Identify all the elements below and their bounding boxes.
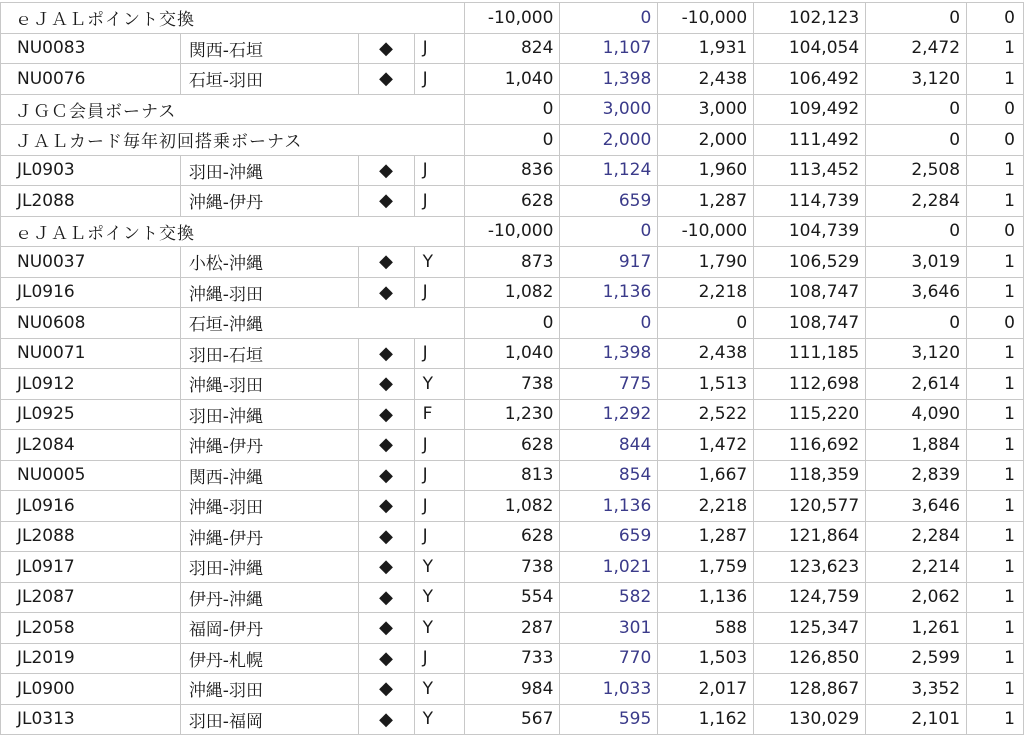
- cell-total-miles[interactable]: 3,000: [658, 94, 754, 125]
- cell-boarding-count[interactable]: 0: [967, 94, 1024, 125]
- cell-boarding-count[interactable]: 1: [967, 521, 1024, 552]
- cell-boarding-count[interactable]: 0: [967, 308, 1024, 339]
- cell-bonus-miles[interactable]: 1,021: [560, 552, 658, 583]
- cell-flight-miles[interactable]: -10,000: [464, 216, 560, 247]
- cell-fly-on-points[interactable]: 0: [866, 125, 967, 156]
- cell-flight-miles[interactable]: 1,040: [464, 64, 560, 95]
- cell-cumulative-miles[interactable]: 111,185: [754, 338, 866, 369]
- cell-class[interactable]: J: [414, 430, 464, 461]
- cell-status-mark[interactable]: ◆: [358, 491, 414, 522]
- cell-bonus-miles[interactable]: 917: [560, 247, 658, 278]
- cell-total-miles[interactable]: 1,503: [658, 643, 754, 674]
- table-row: [1, 64, 1024, 95]
- cell-boarding-count[interactable]: 1: [967, 582, 1024, 613]
- cell-bonus-miles[interactable]: 0: [560, 216, 658, 247]
- table-row: [1, 552, 1024, 583]
- cell-cumulative-miles[interactable]: 108,747: [754, 308, 866, 339]
- cell-boarding-count[interactable]: 1: [967, 155, 1024, 186]
- cell-flight-miles[interactable]: 567: [464, 704, 560, 735]
- cell-status-mark[interactable]: ◆: [358, 247, 414, 278]
- cell-fly-on-points[interactable]: 0: [866, 94, 967, 125]
- cell-status-mark[interactable]: ◆: [358, 674, 414, 705]
- cell-bonus-miles[interactable]: 1,107: [560, 33, 658, 64]
- cell-fly-on-points[interactable]: 1,884: [866, 430, 967, 461]
- cell-boarding-count[interactable]: 1: [967, 704, 1024, 735]
- cell-class[interactable]: J: [414, 64, 464, 95]
- cell-flight-number[interactable]: JL0925: [1, 399, 181, 430]
- table-row: [1, 643, 1024, 674]
- table-row: [1, 430, 1024, 461]
- cell-route[interactable]: 沖縄-伊丹: [180, 521, 358, 552]
- cell-bonus-miles[interactable]: 659: [560, 186, 658, 217]
- cell-flight-number[interactable]: NU0076: [1, 64, 181, 95]
- cell-cumulative-miles[interactable]: 123,623: [754, 552, 866, 583]
- cell-flight-number[interactable]: JL0916: [1, 277, 181, 308]
- cell-flight-number[interactable]: JL2088: [1, 186, 181, 217]
- cell-flight-miles[interactable]: 0: [464, 94, 560, 125]
- cell-bonus-miles[interactable]: 1,033: [560, 674, 658, 705]
- cell-flight-number[interactable]: NU0071: [1, 338, 181, 369]
- cell-fly-on-points[interactable]: 3,120: [866, 338, 967, 369]
- cell-class[interactable]: J: [414, 491, 464, 522]
- cell-cumulative-miles[interactable]: 108,747: [754, 277, 866, 308]
- table-row: [1, 460, 1024, 491]
- cell-status-mark[interactable]: ◆: [358, 582, 414, 613]
- cell-cumulative-miles[interactable]: 109,492: [754, 94, 866, 125]
- mileage-table: [0, 2, 1024, 735]
- cell-fly-on-points[interactable]: 0: [866, 216, 967, 247]
- cell-fly-on-points[interactable]: 2,214: [866, 552, 967, 583]
- cell-class[interactable]: Y: [414, 704, 464, 735]
- cell-total-miles[interactable]: 2,438: [658, 64, 754, 95]
- cell-total-miles[interactable]: 588: [658, 613, 754, 644]
- cell-description[interactable]: ＪＧＣ会員ボーナス: [1, 94, 465, 125]
- cell-bonus-miles[interactable]: 1,136: [560, 491, 658, 522]
- cell-route[interactable]: 沖縄-羽田: [180, 277, 358, 308]
- cell-bonus-miles[interactable]: 775: [560, 369, 658, 400]
- cell-route[interactable]: 沖縄-伊丹: [180, 430, 358, 461]
- cell-class[interactable]: J: [414, 186, 464, 217]
- cell-total-miles[interactable]: 2,017: [658, 674, 754, 705]
- cell-route[interactable]: 羽田-沖縄: [180, 552, 358, 583]
- cell-fly-on-points[interactable]: 2,599: [866, 643, 967, 674]
- cell-fly-on-points[interactable]: 2,614: [866, 369, 967, 400]
- cell-boarding-count[interactable]: 1: [967, 277, 1024, 308]
- cell-cumulative-miles[interactable]: 126,850: [754, 643, 866, 674]
- cell-cumulative-miles[interactable]: 114,739: [754, 186, 866, 217]
- cell-cumulative-miles[interactable]: 102,123: [754, 3, 866, 34]
- cell-status-mark[interactable]: ◆: [358, 643, 414, 674]
- cell-total-miles[interactable]: 1,287: [658, 521, 754, 552]
- cell-class[interactable]: Y: [414, 369, 464, 400]
- cell-status-mark[interactable]: ◆: [358, 64, 414, 95]
- cell-flight-number[interactable]: JL2019: [1, 643, 181, 674]
- cell-class[interactable]: J: [414, 521, 464, 552]
- cell-total-miles[interactable]: -10,000: [658, 216, 754, 247]
- cell-route[interactable]: 沖縄-伊丹: [180, 186, 358, 217]
- cell-route[interactable]: 伊丹-札幌: [180, 643, 358, 674]
- cell-total-miles[interactable]: 2,522: [658, 399, 754, 430]
- cell-flight-number[interactable]: JL0912: [1, 369, 181, 400]
- cell-boarding-count[interactable]: 1: [967, 643, 1024, 674]
- cell-cumulative-miles[interactable]: 104,054: [754, 33, 866, 64]
- cell-class[interactable]: Y: [414, 552, 464, 583]
- cell-total-miles[interactable]: 1,759: [658, 552, 754, 583]
- cell-status-mark[interactable]: ◆: [358, 155, 414, 186]
- cell-flight-miles[interactable]: 1,082: [464, 491, 560, 522]
- cell-route[interactable]: 羽田-福岡: [180, 704, 358, 735]
- cell-class[interactable]: J: [414, 33, 464, 64]
- cell-status-mark[interactable]: ◆: [358, 430, 414, 461]
- table-row: [1, 308, 1024, 339]
- cell-flight-number[interactable]: NU0083: [1, 33, 181, 64]
- cell-cumulative-miles[interactable]: 104,739: [754, 216, 866, 247]
- cell-route[interactable]: 福岡-伊丹: [180, 613, 358, 644]
- cell-flight-number[interactable]: JL2084: [1, 430, 181, 461]
- cell-cumulative-miles[interactable]: 125,347: [754, 613, 866, 644]
- cell-fly-on-points[interactable]: 3,019: [866, 247, 967, 278]
- cell-bonus-miles[interactable]: 1,124: [560, 155, 658, 186]
- cell-fly-on-points[interactable]: 2,508: [866, 155, 967, 186]
- cell-flight-miles[interactable]: 0: [464, 308, 560, 339]
- table-row: [1, 369, 1024, 400]
- cell-bonus-miles[interactable]: 582: [560, 582, 658, 613]
- cell-fly-on-points[interactable]: 3,646: [866, 491, 967, 522]
- table-row: [1, 582, 1024, 613]
- cell-fly-on-points[interactable]: 0: [866, 308, 967, 339]
- cell-flight-miles[interactable]: 628: [464, 186, 560, 217]
- cell-boarding-count[interactable]: 1: [967, 247, 1024, 278]
- cell-cumulative-miles[interactable]: 111,492: [754, 125, 866, 156]
- cell-bonus-miles[interactable]: 854: [560, 460, 658, 491]
- cell-cumulative-miles[interactable]: 128,867: [754, 674, 866, 705]
- cell-total-miles[interactable]: 1,136: [658, 582, 754, 613]
- cell-status-mark[interactable]: ◆: [358, 338, 414, 369]
- cell-total-miles[interactable]: 1,667: [658, 460, 754, 491]
- cell-boarding-count[interactable]: 1: [967, 186, 1024, 217]
- cell-total-miles[interactable]: 1,931: [658, 33, 754, 64]
- cell-cumulative-miles[interactable]: 112,698: [754, 369, 866, 400]
- table-row: [1, 33, 1024, 64]
- cell-boarding-count[interactable]: 1: [967, 460, 1024, 491]
- cell-route[interactable]: 沖縄-羽田: [180, 491, 358, 522]
- cell-status-mark[interactable]: ◆: [358, 704, 414, 735]
- cell-flight-number[interactable]: JL0903: [1, 155, 181, 186]
- cell-flight-number[interactable]: NU0005: [1, 460, 181, 491]
- cell-total-miles[interactable]: 2,218: [658, 491, 754, 522]
- cell-bonus-miles[interactable]: 1,136: [560, 277, 658, 308]
- table-row: [1, 399, 1024, 430]
- cell-class[interactable]: Y: [414, 247, 464, 278]
- cell-boarding-count[interactable]: 1: [967, 369, 1024, 400]
- cell-cumulative-miles[interactable]: 124,759: [754, 582, 866, 613]
- cell-class[interactable]: J: [414, 277, 464, 308]
- cell-flight-number[interactable]: JL2087: [1, 582, 181, 613]
- table-row: [1, 247, 1024, 278]
- cell-bonus-miles[interactable]: 3,000: [560, 94, 658, 125]
- cell-fly-on-points[interactable]: 1,261: [866, 613, 967, 644]
- cell-bonus-miles[interactable]: 2,000: [560, 125, 658, 156]
- cell-flight-number[interactable]: NU0037: [1, 247, 181, 278]
- cell-status-mark[interactable]: ◆: [358, 552, 414, 583]
- cell-flight-miles[interactable]: 836: [464, 155, 560, 186]
- cell-status-mark[interactable]: ◆: [358, 460, 414, 491]
- cell-bonus-miles[interactable]: 770: [560, 643, 658, 674]
- table-row: [1, 216, 1024, 247]
- cell-boarding-count[interactable]: 1: [967, 33, 1024, 64]
- cell-flight-miles[interactable]: 287: [464, 613, 560, 644]
- cell-flight-number[interactable]: JL2088: [1, 521, 181, 552]
- cell-boarding-count[interactable]: 1: [967, 430, 1024, 461]
- cell-bonus-miles[interactable]: 0: [560, 3, 658, 34]
- cell-total-miles[interactable]: 1,513: [658, 369, 754, 400]
- cell-total-miles[interactable]: 1,162: [658, 704, 754, 735]
- cell-flight-number[interactable]: JL0917: [1, 552, 181, 583]
- cell-fly-on-points[interactable]: 0: [866, 3, 967, 34]
- table-row: [1, 338, 1024, 369]
- cell-total-miles[interactable]: -10,000: [658, 3, 754, 34]
- cell-route[interactable]: 羽田-石垣: [180, 338, 358, 369]
- cell-cumulative-miles[interactable]: 120,577: [754, 491, 866, 522]
- cell-flight-miles[interactable]: 873: [464, 247, 560, 278]
- cell-boarding-count[interactable]: 1: [967, 674, 1024, 705]
- cell-cumulative-miles[interactable]: 115,220: [754, 399, 866, 430]
- cell-description[interactable]: ｅＪＡＬポイント交換: [1, 216, 465, 247]
- cell-route[interactable]: 関西-沖縄: [180, 460, 358, 491]
- cell-route[interactable]: 伊丹-沖縄: [180, 582, 358, 613]
- cell-fly-on-points[interactable]: 2,284: [866, 521, 967, 552]
- cell-bonus-miles[interactable]: 659: [560, 521, 658, 552]
- cell-total-miles[interactable]: 2,438: [658, 338, 754, 369]
- cell-bonus-miles[interactable]: 844: [560, 430, 658, 461]
- cell-bonus-miles[interactable]: 1,292: [560, 399, 658, 430]
- cell-route[interactable]: 関西-石垣: [180, 33, 358, 64]
- cell-route[interactable]: 羽田-沖縄: [180, 399, 358, 430]
- cell-class[interactable]: J: [414, 460, 464, 491]
- cell-cumulative-miles[interactable]: 116,692: [754, 430, 866, 461]
- cell-status-mark[interactable]: ◆: [358, 369, 414, 400]
- table-row: [1, 125, 1024, 156]
- cell-cumulative-miles[interactable]: 113,452: [754, 155, 866, 186]
- cell-total-miles[interactable]: 1,472: [658, 430, 754, 461]
- cell-flight-number[interactable]: NU0608: [1, 308, 181, 339]
- cell-cumulative-miles[interactable]: 106,529: [754, 247, 866, 278]
- cell-flight-miles[interactable]: 738: [464, 369, 560, 400]
- cell-class[interactable]: J: [414, 155, 464, 186]
- cell-flight-miles[interactable]: 1,230: [464, 399, 560, 430]
- table-row: [1, 704, 1024, 735]
- cell-cumulative-miles[interactable]: 130,029: [754, 704, 866, 735]
- cell-class[interactable]: J: [414, 643, 464, 674]
- cell-flight-miles[interactable]: 1,040: [464, 338, 560, 369]
- cell-boarding-count[interactable]: 1: [967, 399, 1024, 430]
- cell-flight-miles[interactable]: 738: [464, 552, 560, 583]
- table-row: [1, 613, 1024, 644]
- cell-status-mark[interactable]: ◆: [358, 33, 414, 64]
- cell-status-mark[interactable]: ◆: [358, 521, 414, 552]
- cell-flight-miles[interactable]: 984: [464, 674, 560, 705]
- cell-boarding-count[interactable]: 1: [967, 64, 1024, 95]
- cell-flight-miles[interactable]: 824: [464, 33, 560, 64]
- cell-fly-on-points[interactable]: 2,839: [866, 460, 967, 491]
- cell-boarding-count[interactable]: 0: [967, 125, 1024, 156]
- cell-total-miles[interactable]: 1,960: [658, 155, 754, 186]
- table-row: [1, 674, 1024, 705]
- cell-fly-on-points[interactable]: 2,284: [866, 186, 967, 217]
- cell-status-mark[interactable]: ◆: [358, 186, 414, 217]
- table-body: [1, 3, 1024, 735]
- cell-flight-miles[interactable]: 0: [464, 125, 560, 156]
- cell-class[interactable]: Y: [414, 674, 464, 705]
- cell-cumulative-miles[interactable]: 121,864: [754, 521, 866, 552]
- cell-status-mark[interactable]: ◆: [358, 613, 414, 644]
- cell-route[interactable]: 沖縄-羽田: [180, 369, 358, 400]
- cell-flight-number[interactable]: JL0916: [1, 491, 181, 522]
- cell-cumulative-miles[interactable]: 106,492: [754, 64, 866, 95]
- cell-fly-on-points[interactable]: 3,352: [866, 674, 967, 705]
- cell-class[interactable]: F: [414, 399, 464, 430]
- cell-fly-on-points[interactable]: 2,472: [866, 33, 967, 64]
- cell-flight-miles[interactable]: 733: [464, 643, 560, 674]
- cell-description[interactable]: ＪＡＬカード毎年初回搭乗ボーナス: [1, 125, 465, 156]
- cell-fly-on-points[interactable]: 3,120: [866, 64, 967, 95]
- cell-flight-miles[interactable]: 554: [464, 582, 560, 613]
- cell-total-miles[interactable]: 1,790: [658, 247, 754, 278]
- cell-flight-miles[interactable]: 628: [464, 521, 560, 552]
- cell-total-miles[interactable]: 0: [658, 308, 754, 339]
- table-row: [1, 94, 1024, 125]
- cell-total-miles[interactable]: 2,000: [658, 125, 754, 156]
- cell-boarding-count[interactable]: 0: [967, 3, 1024, 34]
- cell-flight-miles[interactable]: -10,000: [464, 3, 560, 34]
- cell-boarding-count[interactable]: 1: [967, 552, 1024, 583]
- table-row: [1, 155, 1024, 186]
- cell-flight-number[interactable]: JL0900: [1, 674, 181, 705]
- cell-fly-on-points[interactable]: 3,646: [866, 277, 967, 308]
- table-row: [1, 491, 1024, 522]
- cell-class[interactable]: J: [414, 338, 464, 369]
- cell-boarding-count[interactable]: 1: [967, 613, 1024, 644]
- cell-bonus-miles[interactable]: 0: [560, 308, 658, 339]
- cell-bonus-miles[interactable]: 1,398: [560, 64, 658, 95]
- cell-description[interactable]: ｅＪＡＬポイント交換: [1, 3, 465, 34]
- cell-total-miles[interactable]: 1,287: [658, 186, 754, 217]
- cell-status-mark[interactable]: ◆: [358, 399, 414, 430]
- cell-cumulative-miles[interactable]: 118,359: [754, 460, 866, 491]
- cell-route[interactable]: 羽田-沖縄: [180, 155, 358, 186]
- cell-boarding-count[interactable]: 0: [967, 216, 1024, 247]
- table-row: [1, 277, 1024, 308]
- cell-flight-miles[interactable]: 813: [464, 460, 560, 491]
- cell-route[interactable]: 沖縄-羽田: [180, 674, 358, 705]
- cell-bonus-miles[interactable]: 1,398: [560, 338, 658, 369]
- cell-flight-miles[interactable]: 1,082: [464, 277, 560, 308]
- cell-route[interactable]: 石垣-羽田: [180, 64, 358, 95]
- cell-class[interactable]: Y: [414, 613, 464, 644]
- cell-fly-on-points[interactable]: 2,101: [866, 704, 967, 735]
- table-row: [1, 186, 1024, 217]
- cell-flight-miles[interactable]: 628: [464, 430, 560, 461]
- cell-flight-number[interactable]: JL2058: [1, 613, 181, 644]
- cell-route[interactable]: 小松-沖縄: [180, 247, 358, 278]
- cell-total-miles[interactable]: 2,218: [658, 277, 754, 308]
- table-row: [1, 3, 1024, 34]
- cell-status-mark[interactable]: ◆: [358, 277, 414, 308]
- cell-bonus-miles[interactable]: 595: [560, 704, 658, 735]
- cell-fly-on-points[interactable]: 4,090: [866, 399, 967, 430]
- cell-boarding-count[interactable]: 1: [967, 338, 1024, 369]
- table-row: [1, 521, 1024, 552]
- cell-route[interactable]: 石垣-沖縄: [180, 308, 464, 339]
- cell-flight-number[interactable]: JL0313: [1, 704, 181, 735]
- cell-fly-on-points[interactable]: 2,062: [866, 582, 967, 613]
- cell-bonus-miles[interactable]: 301: [560, 613, 658, 644]
- cell-boarding-count[interactable]: 1: [967, 491, 1024, 522]
- cell-class[interactable]: Y: [414, 582, 464, 613]
